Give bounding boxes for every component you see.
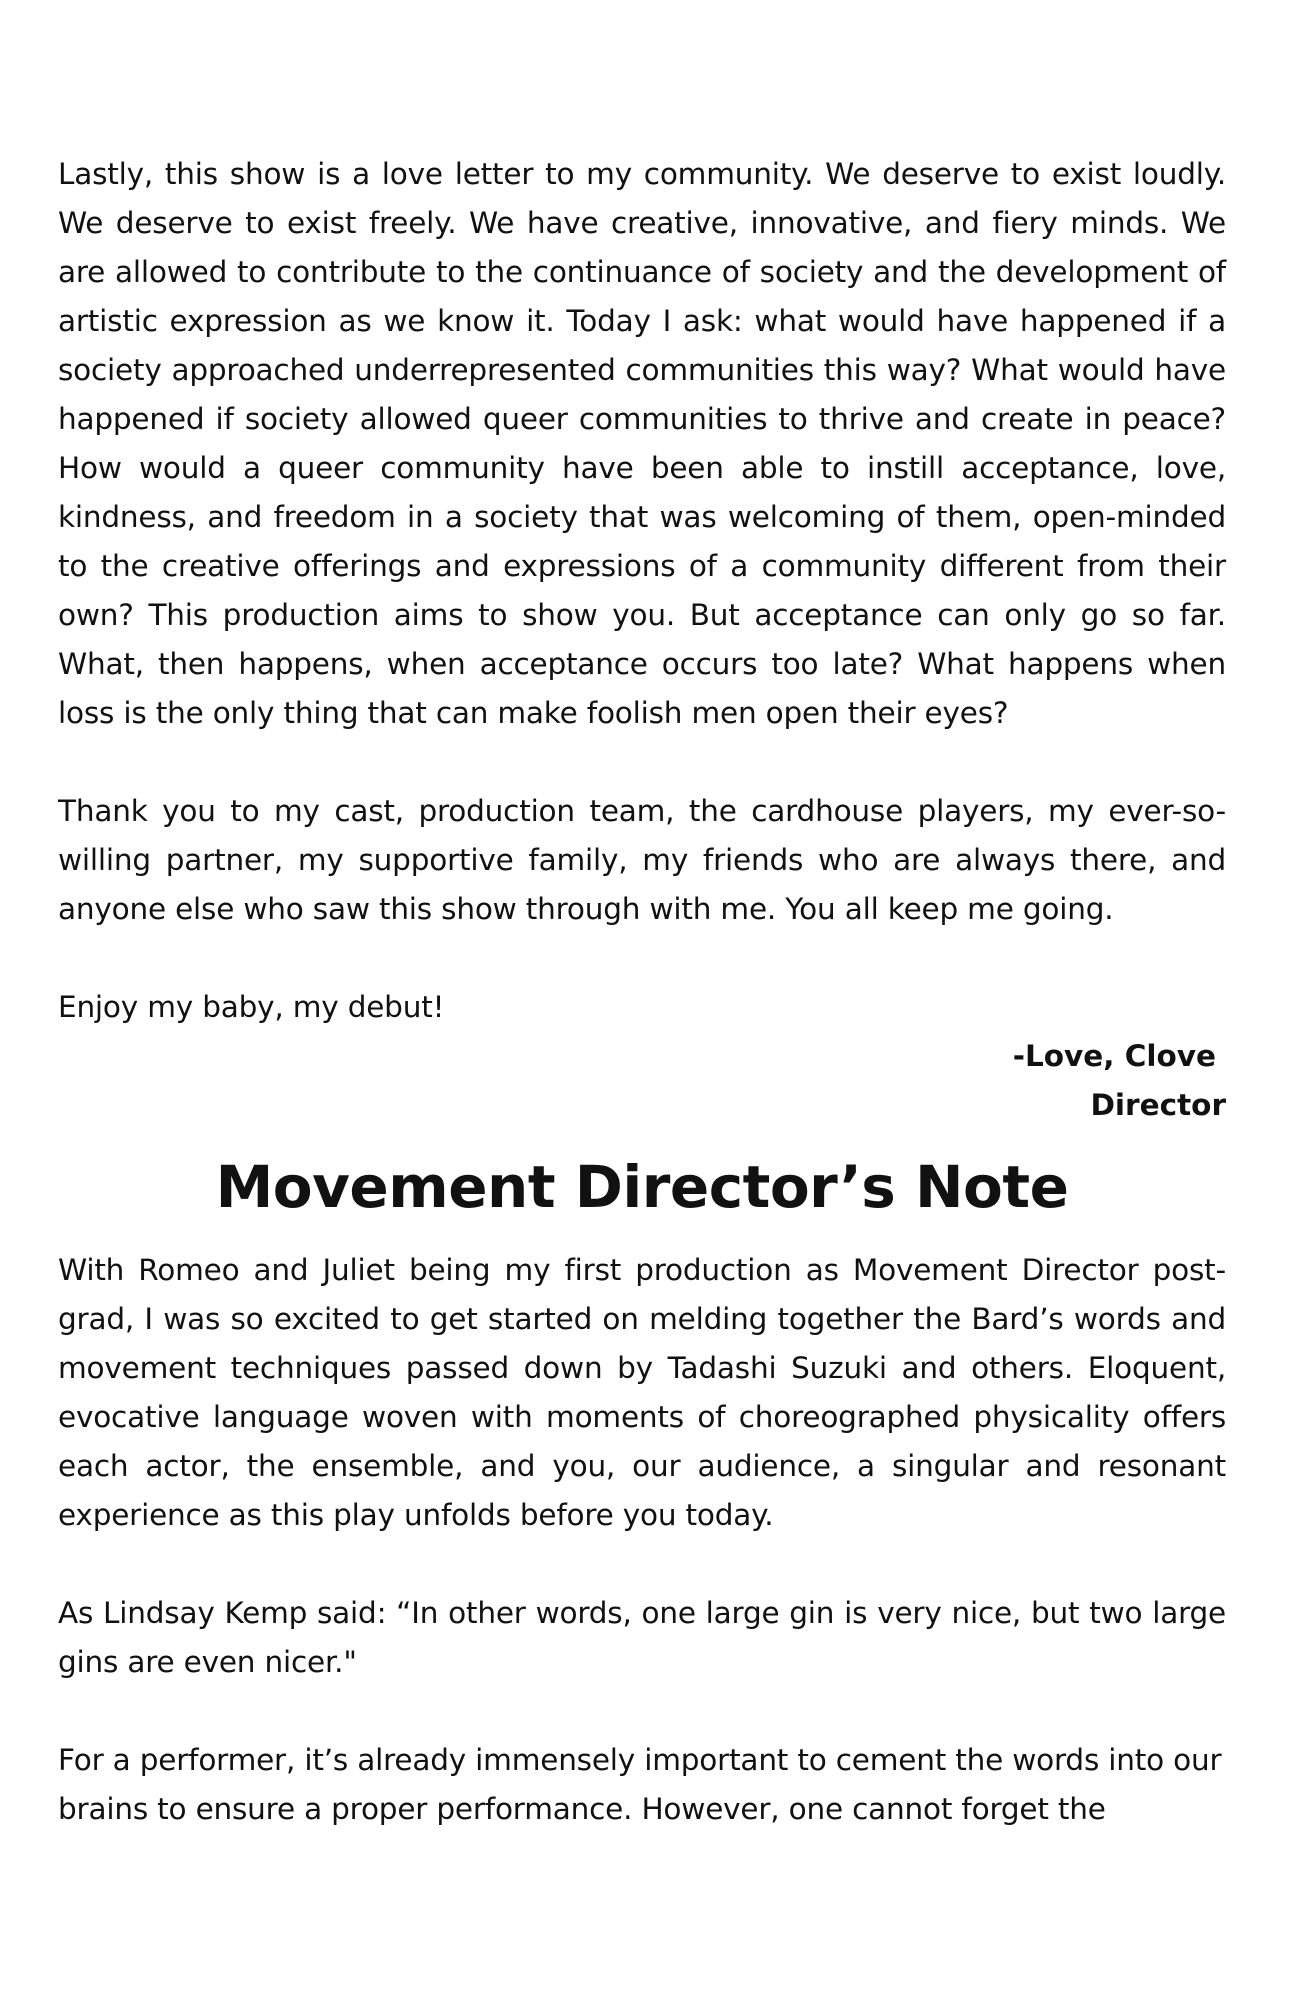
program-page (58, 150, 1226, 1834)
movement-director-note-title: Movement Director’s Note (215, 1153, 1069, 1221)
director-note-paragraph-1: Lastly, this show is a love letter to my community. We deserve to exist loudly. We deserve to exist freely. We have creative, innovative, and fiery minds. We are allowed to contribute to the continuance of society and the development of artistic expression as we know it. Today I ask: what would have happened if a society approached underrepresented communities this way? What would have happened if society allowed queer communities to thrive and create in peace? How would a queer community have been able to instill acceptance, love, kindness, and freedom in a society that was welcoming of them, open-minded to the creative offerings and expressions of a community different from their own? This production aims to show you. But acceptance can only go so far. What, then happens, when acceptance occurs too late? What happens when loss is the only thing that can make foolish men open their eyes? (58, 157, 1226, 730)
director-role: Director (1090, 1088, 1226, 1122)
director-signoff: -Love, Clove (1012, 1039, 1216, 1073)
paragraph-spacer (58, 1687, 1226, 1736)
director-note-paragraph-2: Thank you to my cast, production team, the cardhouse players, my ever-so-willing partner, my supportive family, my friends who are always there, and anyone else who saw this show through with me. You all keep me going. (58, 794, 1226, 926)
paragraph-spacer (58, 738, 1226, 787)
paragraph-spacer (58, 934, 1226, 983)
movement-note-paragraph-2: As Lindsay Kemp said: “In other words, one large gin is very nice, but two large gins are even nicer." (58, 1596, 1226, 1679)
director-note-paragraph-3: Enjoy my baby, my debut! (58, 990, 445, 1024)
movement-note-paragraph-1: With Romeo and Juliet being my first production as Movement Director post-grad, I was so excited to get started on melding together the Bard’s words and movement techniques passed down by Tadashi Suzuki and others. Eloquent, evocative language woven with moments of choreographed physicality offers each actor, the ensemble, and you, our audience, a singular and resonant experience as this play unfolds before you today. (58, 1253, 1226, 1532)
paragraph-spacer (58, 1540, 1226, 1589)
movement-note-paragraph-3: For a performer, it’s already immensely important to cement the words into our brains to ensure a proper performance. However, one cannot forget the (58, 1743, 1222, 1826)
